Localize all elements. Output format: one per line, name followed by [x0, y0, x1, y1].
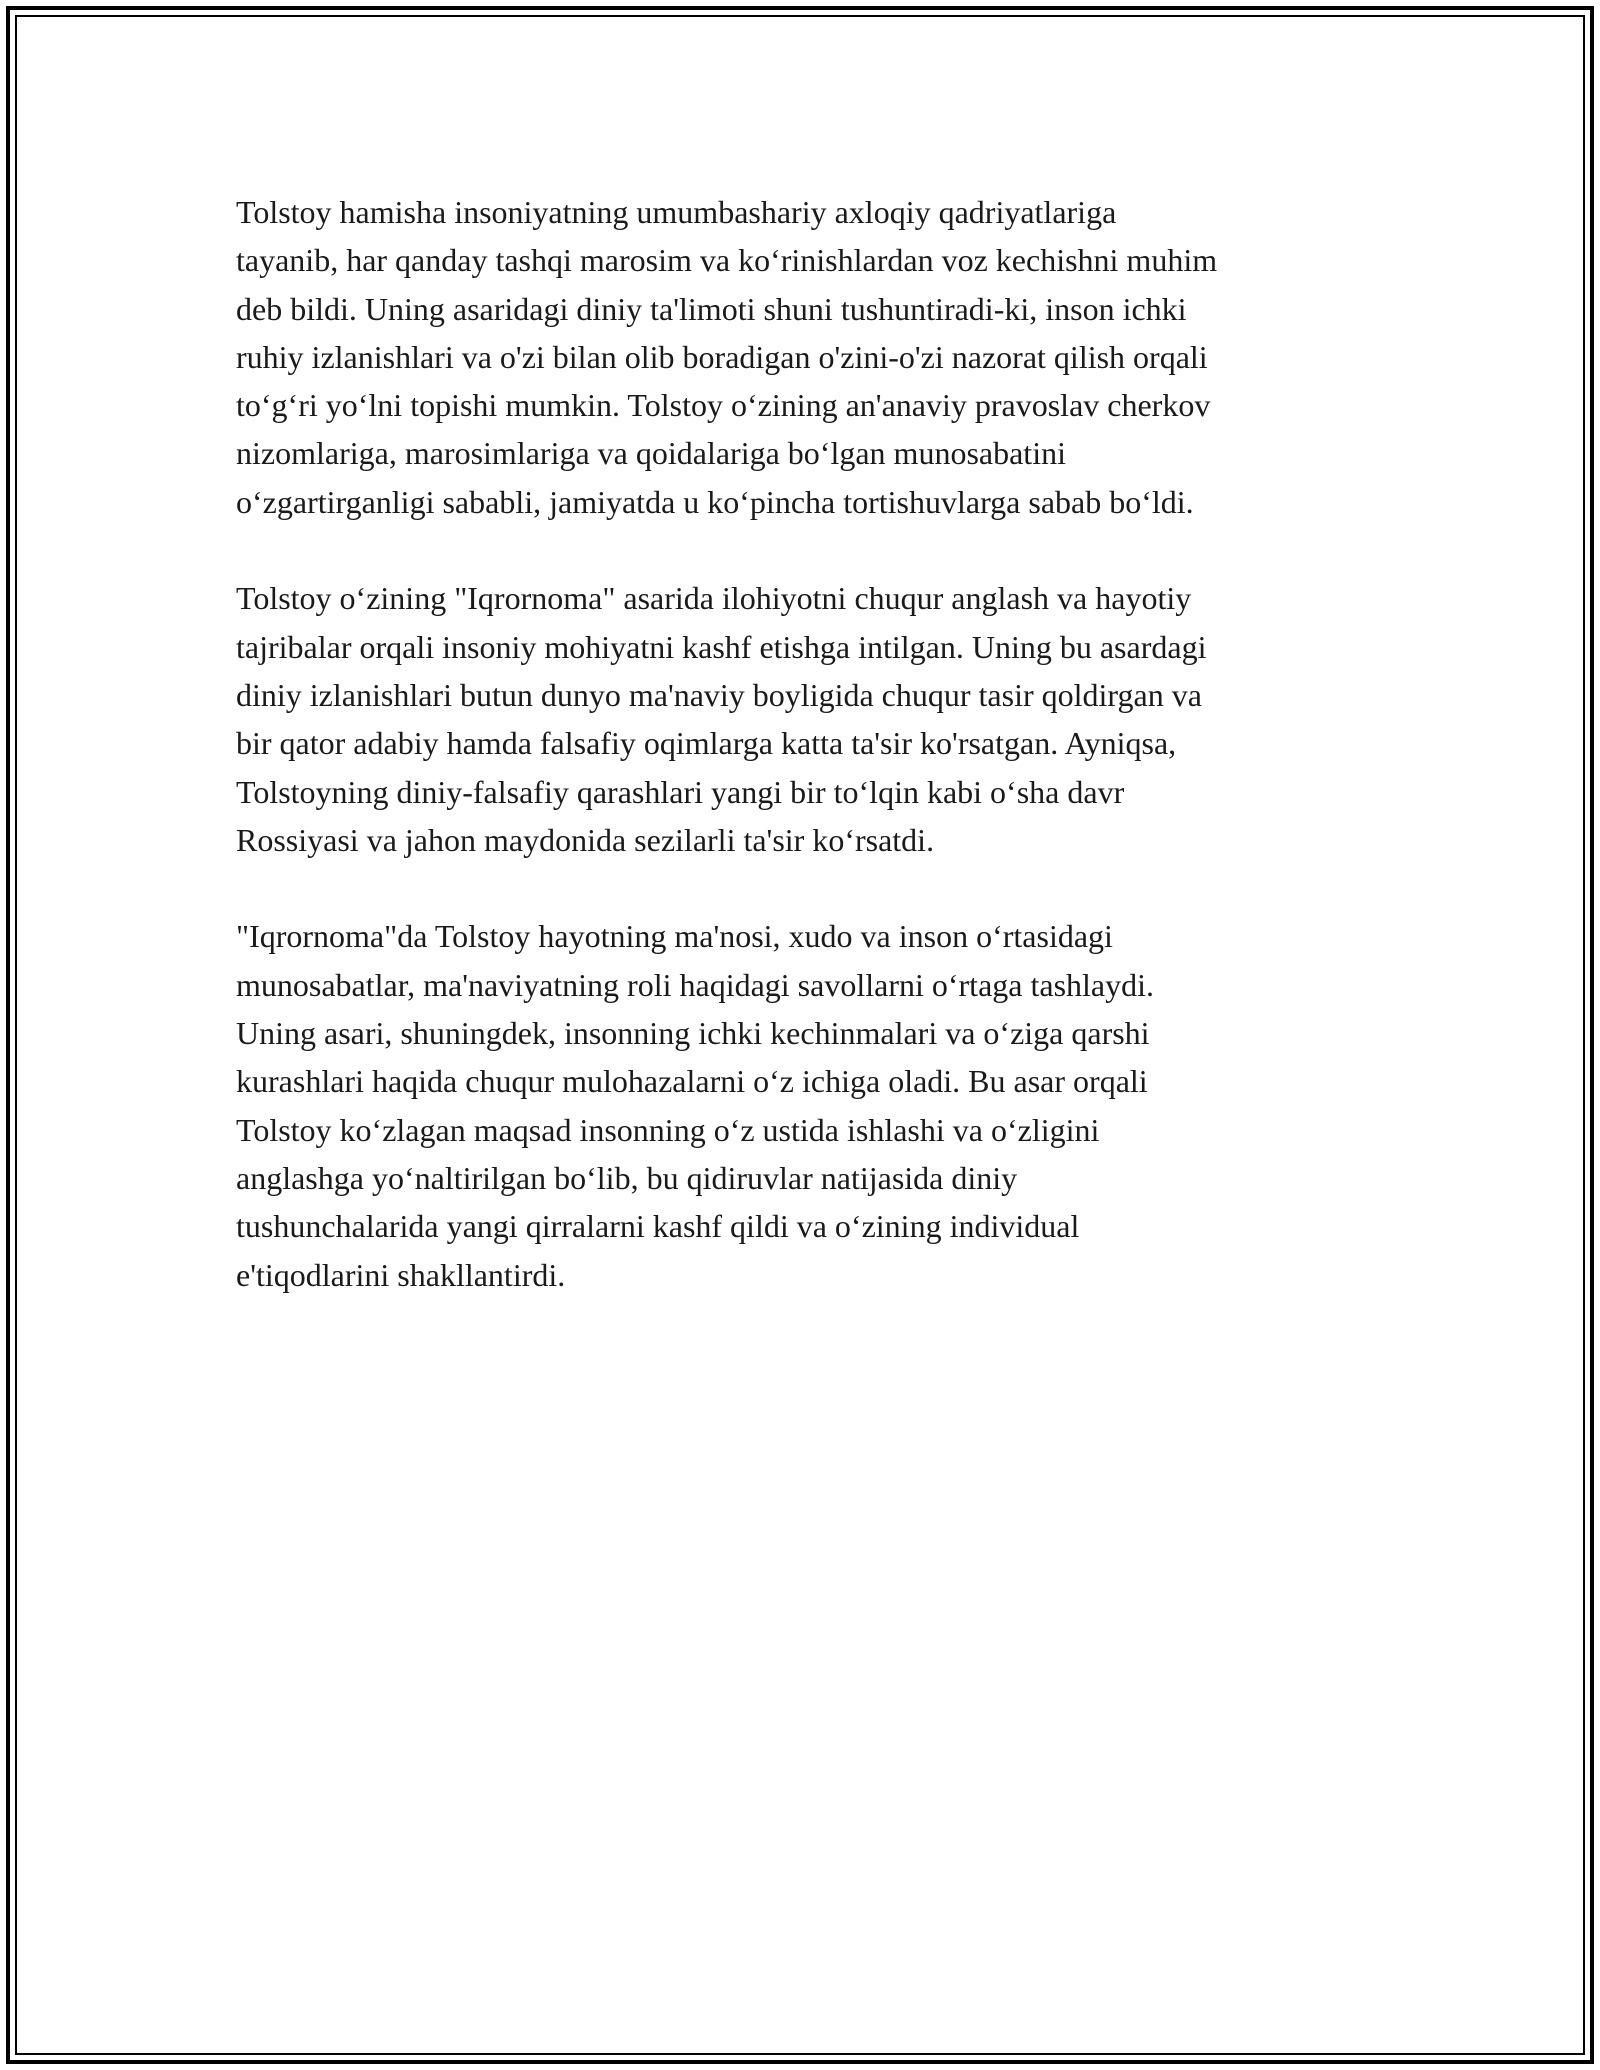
paragraph-line: bir qator adabiy hamda falsafiy oqimlarga katta ta'sir ko'rsatgan. Ayniqsa, [236, 725, 1177, 762]
paragraph-line: ruhiy izlanishlari va o'zi bilan olib boradigan o'zini-o'zi nazorat qilish orqali [236, 338, 1208, 375]
paragraph-line: Tolstoy ko‘zlagan maqsad insonning o‘z ustida ishlashi va o‘zligini [236, 1111, 1100, 1148]
paragraph-line: anglashga yo‘naltirilgan bo‘lib, bu qidiruvlar natijasida diniy [236, 1159, 1018, 1196]
paragraph-line: to‘g‘ri yo‘lni topishi mumkin. Tolstoy o‘zining an'anaviy pravoslav cherkov [236, 387, 1211, 424]
paragraph-line: e'tiqodlarini shakllantirdi. [236, 1256, 566, 1293]
paragraph-line: nizomlariga, marosimlariga va qoidalariga bo‘lgan munosabatini [236, 435, 1066, 472]
paragraph-line: tayanib, har qanday tashqi marosim va ko‘rinishlardan voz kechishni muhim [236, 242, 1218, 279]
paragraph-2 [236, 574, 1376, 864]
paragraph-line: Tolstoy hamisha insoniyatning umumbashariy axloqiy qadriyatlariga [236, 194, 1117, 230]
paragraph-line: kurashlari haqida chuqur mulohazalarni o‘z ichiga oladi. Bu asar orqali [236, 1063, 1148, 1100]
paragraph-line: deb bildi. Uning asaridagi diniy ta'limoti shuni tushuntiradi-ki, inson ichki [236, 290, 1187, 327]
paragraph-line: "Iqrornoma"da Tolstoy hayotning ma'nosi, xudo va inson o‘rtasidagi [236, 918, 1113, 955]
paragraph-line: o‘zgartirganligi sababli, jamiyatda u ko‘pincha tortishuvlarga sabab bo‘ldi. [236, 483, 1194, 520]
paragraph-line: Uning asari, shuningdek, insonning ichki kechinmalari va o‘ziga qarshi [236, 1015, 1150, 1052]
paragraph-line: tushunchalarida yangi qirralarni kashf qildi va o‘zining individual [236, 1208, 1080, 1245]
document-body [236, 188, 1376, 1347]
paragraph-line: Rossiyasi va jahon maydonida sezilarli ta'sir ko‘rsatdi. [236, 821, 935, 858]
paragraph-line: tajribalar orqali insoniy mohiyatni kashf etishga intilgan. Uning bu asardagi [236, 628, 1207, 665]
paragraph-1 [236, 188, 1376, 526]
paragraph-line: Tolstoyning diniy-falsafiy qarashlari yangi bir to‘lqin kabi o‘sha davr [236, 773, 1125, 810]
paragraph-line: munosabatlar, ma'naviyatning roli haqidagi savollarni o‘rtaga tashlaydi. [236, 966, 1154, 1003]
paragraph-line: Tolstoy o‘zining "Iqrornoma" asarida ilohiyotni chuqur anglash va hayotiy [236, 580, 1192, 617]
paragraph-line: diniy izlanishlari butun dunyo ma'naviy boyligida chuqur tasir qoldirgan va [236, 676, 1202, 713]
paragraph-3 [236, 912, 1376, 1298]
